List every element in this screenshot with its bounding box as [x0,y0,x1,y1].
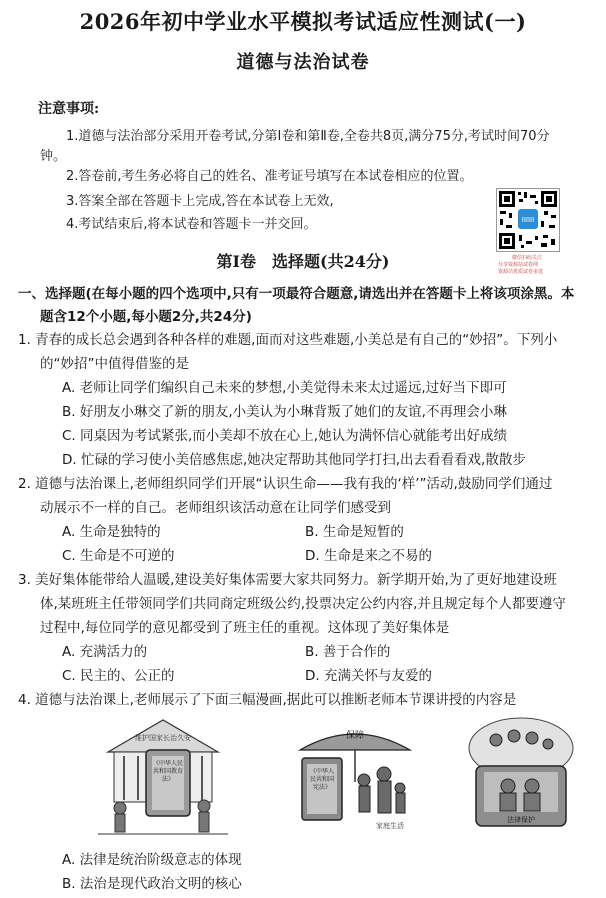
notice-item: 1.道德与法治部分采用开卷考试,分第Ⅰ卷和第Ⅱ卷,全卷共8页,满分75分,考试时间70分 [66,129,550,144]
notice-item: 4.考试结束后,将本试卷和答题卡一并交回。 [66,217,317,232]
question-1-option-a: A. 老师让同学们编织自己未来的梦想,小美觉得未来太过遥远,过好当下即可 [62,380,507,396]
question-3-option-d: D. 充满关怀与友爱的 [305,668,432,684]
notice-item: 2.答卷前,考生务必将自己的姓名、准考证号填写在本试卷相应的位置。 [66,169,473,184]
section-title: 第Ⅰ卷 选择题(共24分) [216,252,390,271]
question-4-option-a: A. 法律是统治阶级意志的体现 [62,852,242,868]
question-1-option-c: C. 同桌因为考试紧张,而小美却不放在心上,她认为满怀信心就能考出好成绩 [62,428,508,444]
notice-heading: 注意事项: [38,101,100,117]
question-3-option-c: C. 民主的、公正的 [62,668,175,684]
qr-code-icon [497,189,559,251]
exam-title: 2026年初中学业水平模拟考试适应性测试(一) [79,9,527,34]
question-2-option-c: C. 生命是不可逆的 [62,548,175,564]
question-2-stem: 动展示不一样的自己。老师组织该活动意在让同学们感受到 [40,500,391,516]
question-3-stem: 3. 美好集体能带给人温暖,建设美好集体需要大家共同努力。新学期开始,为了更好地建设班 [18,572,557,588]
question-3-stem: 过程中,每位同学的意见都受到了班主任的重视。这体现了美好集体是 [40,620,450,636]
question-4-option-b: B. 法治是现代政治文明的核心 [62,876,242,892]
qr-caption: 资源站优质试卷多选 [498,269,544,275]
qr-caption: 分享资源站试卷网 [498,262,539,268]
comic-2-umbrella-label: 保障 [345,731,365,741]
question-1-option-b: B. 好朋友小琳交了新的朋友,小美认为小琳背叛了她们的友谊,不再理会小琳 [62,404,507,420]
notice-item: 钟。 [40,149,67,164]
qr-caption: 微信扫码关注 [512,255,543,261]
comic-3-illustration [462,714,580,838]
comic-2-book: 《中华人民共和国宪法》 [309,768,334,791]
question-1-stem: 1. 青春的成长总会遇到各种各样的难题,面而对这些难题,小美总是有自己的“妙招”。下列小 [18,332,558,348]
comic-3-caption: 法律保护 [507,816,535,824]
notice-item: 3.答案全部在答题卡上完成,答在本试卷上无效, [66,194,334,209]
question-2-option-b: B. 生命是短暂的 [305,524,404,540]
question-2-option-a: A. 生命是独特的 [62,524,161,540]
comic-1-illustration [88,712,238,840]
comic-2-illustration [290,722,420,840]
question-2-stem: 2. 道德与法治课上,老师组织同学们开展“认识生命——我有我的‘样’”活动,鼓励同学们通过 [18,476,553,492]
comic-1-book: 《中华人民共和国教育法》 [153,760,183,783]
question-4-stem: 4. 道德与法治课上,老师展示了下面三幅漫画,据此可以推断老师本节课讲授的内容是 [18,692,517,708]
comic-2-caption: 家庭生活 [376,822,404,830]
question-1-stem: 的“妙招”中值得借鉴的是 [40,356,189,372]
question-3-option-b: B. 善于合作的 [305,644,391,660]
comic-1-sign: 维护国家长治久安 [135,734,191,742]
section-instruction: 一、选择题(在每小题的四个选项中,只有一项最符合题意,请选出并在答题卡上将该项涂黑。本 [18,286,575,302]
exam-subtitle: 道德与法治试卷 [236,52,370,73]
question-2-option-d: D. 生命是来之不易的 [305,548,432,564]
question-3-stem: 体,某班班主任带领同学们共同商定班级公约,投票决定公约内容,并且规定每个人都要遵守 [40,596,566,612]
question-3-option-a: A. 充满活力的 [62,644,148,660]
qr-badge: IIIIII [521,216,535,224]
question-1-option-d: D. 忙碌的学习使小美倍感焦虑,她决定帮助其他同学打扫,出去看看看戏,散散步 [62,452,526,468]
qr-code[interactable] [496,188,560,252]
section-instruction: 题含12个小题,每小题2分,共24分) [40,309,252,325]
